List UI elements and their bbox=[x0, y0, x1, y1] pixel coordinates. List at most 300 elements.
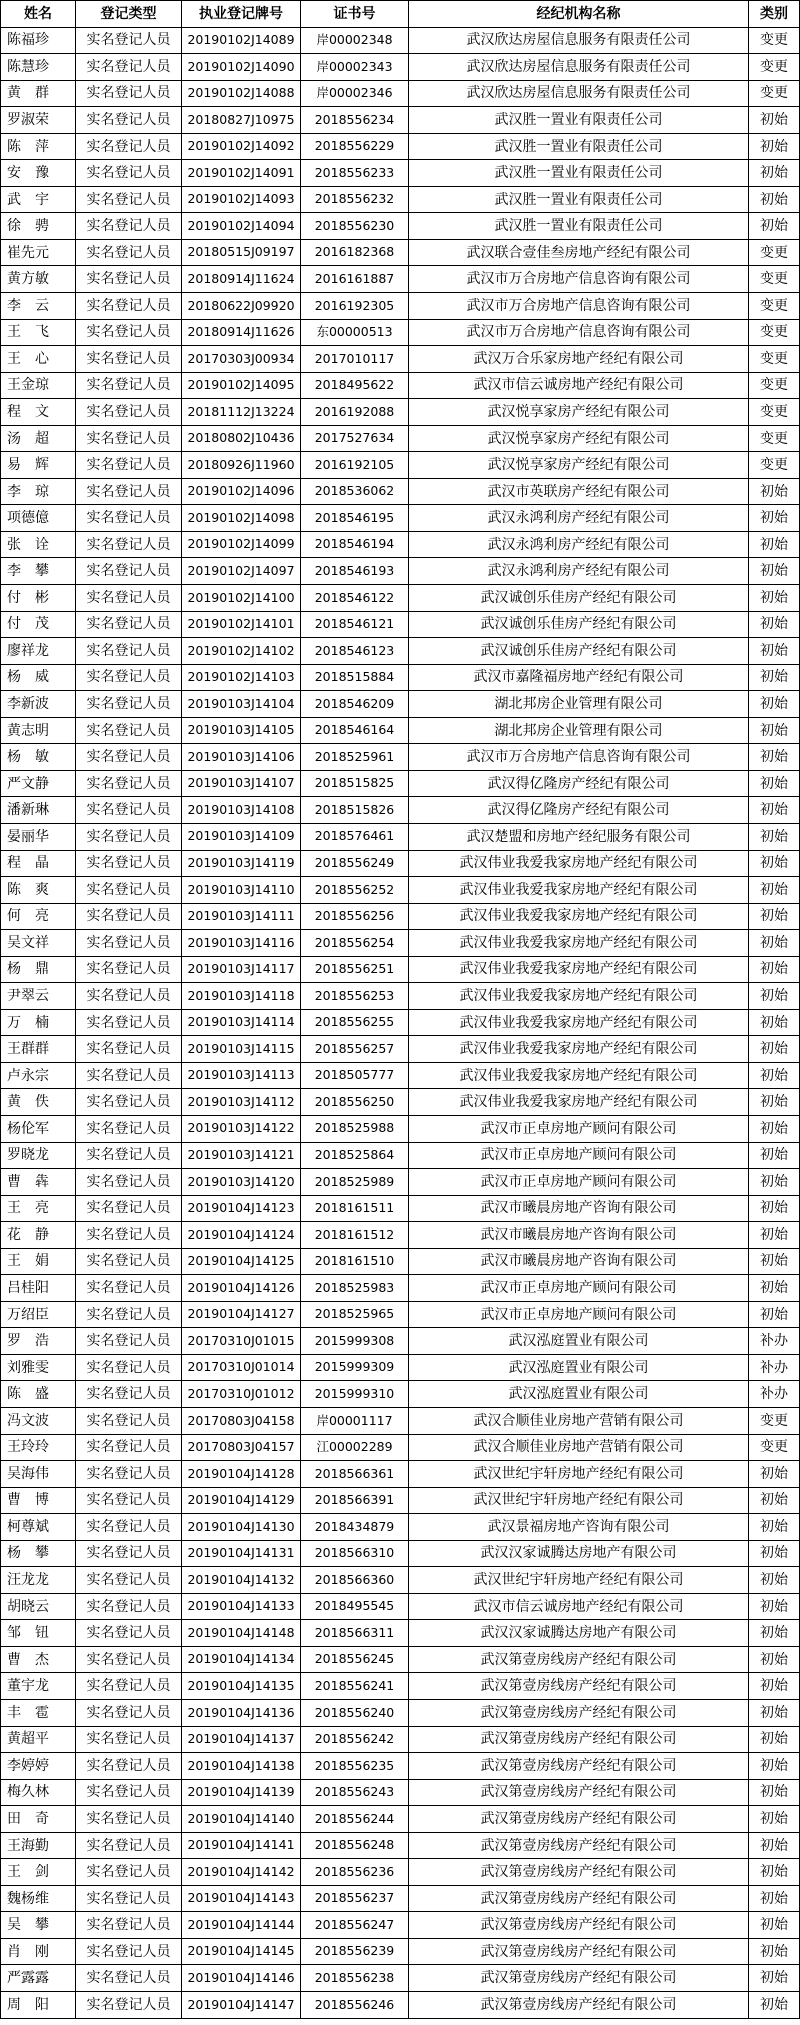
registration-type-cell: 实名登记人员 bbox=[76, 399, 182, 426]
registration-type-cell: 实名登记人员 bbox=[76, 717, 182, 744]
agency-name-cell: 武汉第壹房线房产经纪有限公司 bbox=[409, 1700, 749, 1727]
registration-type-cell: 实名登记人员 bbox=[76, 1753, 182, 1780]
license-number-cell: 20190103J14116 bbox=[182, 930, 301, 957]
license-number-cell: 20190102J14090 bbox=[182, 54, 301, 81]
certificate-number-cell: 东00000513 bbox=[301, 319, 409, 346]
agency-name-cell: 武汉市万合房地产信息咨询有限公司 bbox=[409, 266, 749, 293]
name-cell: 杨 敏 bbox=[1, 744, 76, 771]
registration-type-cell: 实名登记人员 bbox=[76, 319, 182, 346]
category-cell: 初始 bbox=[749, 1700, 800, 1727]
license-number-cell: 20190103J14118 bbox=[182, 983, 301, 1010]
table-row bbox=[1, 1275, 800, 1302]
category-cell: 变更 bbox=[749, 372, 800, 399]
table-row bbox=[1, 399, 800, 426]
table-row bbox=[1, 1354, 800, 1381]
category-cell: 变更 bbox=[749, 54, 800, 81]
table-row bbox=[1, 1009, 800, 1036]
license-number-cell: 20190103J14109 bbox=[182, 823, 301, 850]
agency-name-cell: 武汉伟业我爱我家房地产经纪有限公司 bbox=[409, 956, 749, 983]
certificate-number-cell: 2018556252 bbox=[301, 877, 409, 904]
table-row bbox=[1, 1806, 800, 1833]
agency-name-cell: 武汉胜一置业有限责任公司 bbox=[409, 107, 749, 134]
category-cell: 初始 bbox=[749, 1620, 800, 1647]
name-cell: 程 文 bbox=[1, 399, 76, 426]
certificate-number-cell: 2018525988 bbox=[301, 1115, 409, 1142]
license-number-cell: 20190104J14145 bbox=[182, 1938, 301, 1965]
agency-name-cell: 武汉市正卓房地产顾问有限公司 bbox=[409, 1115, 749, 1142]
license-number-cell: 20170310J01014 bbox=[182, 1354, 301, 1381]
category-cell: 初始 bbox=[749, 1885, 800, 1912]
name-cell: 黄 群 bbox=[1, 80, 76, 107]
table-row bbox=[1, 1540, 800, 1567]
registration-type-cell: 实名登记人员 bbox=[76, 638, 182, 665]
license-number-cell: 20180515J09197 bbox=[182, 239, 301, 266]
agency-name-cell: 武汉世纪宇轩房地产经纪有限公司 bbox=[409, 1487, 749, 1514]
name-cell: 罗 浩 bbox=[1, 1328, 76, 1355]
table-row bbox=[1, 1912, 800, 1939]
agency-name-cell: 武汉合顺佳业房地产营销有限公司 bbox=[409, 1407, 749, 1434]
license-number-cell: 20190103J14107 bbox=[182, 770, 301, 797]
table-row bbox=[1, 1434, 800, 1461]
category-cell: 初始 bbox=[749, 107, 800, 134]
registration-type-cell: 实名登记人员 bbox=[76, 1434, 182, 1461]
table-row bbox=[1, 1381, 800, 1408]
agency-name-cell: 武汉伟业我爱我家房地产经纪有限公司 bbox=[409, 1089, 749, 1116]
registration-type-cell: 实名登记人员 bbox=[76, 1859, 182, 1886]
license-number-cell: 20190102J14088 bbox=[182, 80, 301, 107]
table-row bbox=[1, 1885, 800, 1912]
category-cell: 初始 bbox=[749, 1726, 800, 1753]
agency-name-cell: 武汉第壹房线房产经纪有限公司 bbox=[409, 1673, 749, 1700]
license-number-cell: 20190103J14112 bbox=[182, 1089, 301, 1116]
name-cell: 陈慧珍 bbox=[1, 54, 76, 81]
license-number-cell: 20190104J14137 bbox=[182, 1726, 301, 1753]
agency-name-cell: 武汉市信云诚房地产经纪有限公司 bbox=[409, 1593, 749, 1620]
agency-name-cell: 武汉第壹房线房产经纪有限公司 bbox=[409, 1779, 749, 1806]
agency-name-cell: 武汉汉家诚腾达房地产有限公司 bbox=[409, 1540, 749, 1567]
name-cell: 田 奇 bbox=[1, 1806, 76, 1833]
license-number-cell: 20190104J14130 bbox=[182, 1514, 301, 1541]
table-row bbox=[1, 1700, 800, 1727]
table-row bbox=[1, 664, 800, 691]
license-number-cell: 20190104J14124 bbox=[182, 1222, 301, 1249]
certificate-number-cell: 2018556237 bbox=[301, 1885, 409, 1912]
name-cell: 王 剑 bbox=[1, 1859, 76, 1886]
table-row bbox=[1, 1062, 800, 1089]
name-cell: 付 彬 bbox=[1, 585, 76, 612]
agency-name-cell: 武汉泓庭置业有限公司 bbox=[409, 1381, 749, 1408]
category-cell: 初始 bbox=[749, 1859, 800, 1886]
license-number-cell: 20190104J14135 bbox=[182, 1673, 301, 1700]
license-number-cell: 20190103J14113 bbox=[182, 1062, 301, 1089]
table-row bbox=[1, 54, 800, 81]
certificate-number-cell: 2018505777 bbox=[301, 1062, 409, 1089]
certificate-number-cell: 2016192088 bbox=[301, 399, 409, 426]
certificate-number-cell: 2018546209 bbox=[301, 691, 409, 718]
license-number-cell: 20190103J14104 bbox=[182, 691, 301, 718]
registration-type-cell: 实名登记人员 bbox=[76, 133, 182, 160]
category-cell: 初始 bbox=[749, 1806, 800, 1833]
agency-name-cell: 武汉市正卓房地产顾问有限公司 bbox=[409, 1169, 749, 1196]
category-cell: 变更 bbox=[749, 239, 800, 266]
registration-type-cell: 实名登记人员 bbox=[76, 1301, 182, 1328]
agency-name-cell: 武汉诚创乐佳房产经纪有限公司 bbox=[409, 611, 749, 638]
table-row bbox=[1, 1089, 800, 1116]
certificate-number-cell: 2018556235 bbox=[301, 1753, 409, 1780]
category-cell: 初始 bbox=[749, 1567, 800, 1594]
certificate-number-cell: 2018434879 bbox=[301, 1514, 409, 1541]
category-cell: 初始 bbox=[749, 1115, 800, 1142]
category-cell: 初始 bbox=[749, 1646, 800, 1673]
table-row bbox=[1, 1328, 800, 1355]
license-number-cell: 20181112J13224 bbox=[182, 399, 301, 426]
license-number-cell: 20190104J14126 bbox=[182, 1275, 301, 1302]
certificate-number-cell: 2018556229 bbox=[301, 133, 409, 160]
certificate-number-cell: 2018161511 bbox=[301, 1195, 409, 1222]
certificate-number-cell: 2018556250 bbox=[301, 1089, 409, 1116]
license-number-cell: 20190102J14097 bbox=[182, 558, 301, 585]
category-cell: 初始 bbox=[749, 213, 800, 240]
certificate-number-cell: 2018556230 bbox=[301, 213, 409, 240]
category-cell: 初始 bbox=[749, 585, 800, 612]
category-cell: 初始 bbox=[749, 1965, 800, 1992]
agency-name-cell: 武汉永鸿利房产经纪有限公司 bbox=[409, 505, 749, 532]
name-cell: 王玲玲 bbox=[1, 1434, 76, 1461]
registration-type-cell: 实名登记人员 bbox=[76, 664, 182, 691]
certificate-number-cell: 2018495622 bbox=[301, 372, 409, 399]
name-cell: 晏丽华 bbox=[1, 823, 76, 850]
license-number-cell: 20190103J14117 bbox=[182, 956, 301, 983]
table-row bbox=[1, 531, 800, 558]
license-number-cell: 20190102J14100 bbox=[182, 585, 301, 612]
table-row bbox=[1, 1620, 800, 1647]
header-row bbox=[1, 1, 800, 28]
table-row bbox=[1, 1726, 800, 1753]
table-row bbox=[1, 930, 800, 957]
registration-type-cell: 实名登记人员 bbox=[76, 1354, 182, 1381]
category-cell: 初始 bbox=[749, 531, 800, 558]
name-cell: 李 云 bbox=[1, 293, 76, 320]
table-row bbox=[1, 1036, 800, 1063]
license-number-cell: 20190102J14091 bbox=[182, 160, 301, 187]
certificate-number-cell: 2018556251 bbox=[301, 956, 409, 983]
category-cell: 初始 bbox=[749, 1514, 800, 1541]
agency-name-cell: 武汉得亿隆房产经纪有限公司 bbox=[409, 770, 749, 797]
registration-type-cell: 实名登记人员 bbox=[76, 1700, 182, 1727]
name-cell: 罗晓龙 bbox=[1, 1142, 76, 1169]
registration-type-cell: 实名登记人员 bbox=[76, 823, 182, 850]
table-row bbox=[1, 1753, 800, 1780]
certificate-number-cell: 2018525989 bbox=[301, 1169, 409, 1196]
table-row bbox=[1, 1222, 800, 1249]
certificate-number-cell: 2015999310 bbox=[301, 1381, 409, 1408]
certificate-number-cell: 岸00002343 bbox=[301, 54, 409, 81]
agency-name-cell: 武汉市正卓房地产顾问有限公司 bbox=[409, 1301, 749, 1328]
name-cell: 王群群 bbox=[1, 1036, 76, 1063]
table-row bbox=[1, 717, 800, 744]
agency-name-cell: 武汉市英联房产经纪有限公司 bbox=[409, 478, 749, 505]
category-cell: 初始 bbox=[749, 744, 800, 771]
table-row bbox=[1, 80, 800, 107]
registration-type-cell: 实名登记人员 bbox=[76, 425, 182, 452]
license-number-cell: 20190104J14146 bbox=[182, 1965, 301, 1992]
category-cell: 初始 bbox=[749, 850, 800, 877]
certificate-number-cell: 2018161510 bbox=[301, 1248, 409, 1275]
certificate-number-cell: 2016192305 bbox=[301, 293, 409, 320]
agency-name-cell: 武汉永鸿利房产经纪有限公司 bbox=[409, 558, 749, 585]
name-cell: 何 亮 bbox=[1, 903, 76, 930]
license-number-cell: 20190102J14092 bbox=[182, 133, 301, 160]
registration-type-cell: 实名登记人员 bbox=[76, 1806, 182, 1833]
table-row bbox=[1, 903, 800, 930]
table-row bbox=[1, 1514, 800, 1541]
category-cell: 初始 bbox=[749, 1142, 800, 1169]
category-cell: 变更 bbox=[749, 319, 800, 346]
table-row bbox=[1, 27, 800, 54]
category-cell: 初始 bbox=[749, 1222, 800, 1249]
agency-name-cell: 武汉悦享家房产经纪有限公司 bbox=[409, 399, 749, 426]
license-number-cell: 20190103J14111 bbox=[182, 903, 301, 930]
certificate-number-cell: 2018161512 bbox=[301, 1222, 409, 1249]
table-row bbox=[1, 850, 800, 877]
certificate-number-cell: 2018566391 bbox=[301, 1487, 409, 1514]
name-cell: 李新波 bbox=[1, 691, 76, 718]
registration-type-cell: 实名登记人员 bbox=[76, 1036, 182, 1063]
agency-name-cell: 武汉市曦晨房地产咨询有限公司 bbox=[409, 1248, 749, 1275]
certificate-number-cell: 2017527634 bbox=[301, 425, 409, 452]
license-number-cell: 20190104J14125 bbox=[182, 1248, 301, 1275]
header-license-number: 执业登记牌号 bbox=[182, 1, 301, 28]
agency-name-cell: 武汉伟业我爱我家房地产经纪有限公司 bbox=[409, 1062, 749, 1089]
category-cell: 初始 bbox=[749, 133, 800, 160]
header-name: 姓名 bbox=[1, 1, 76, 28]
certificate-number-cell: 2018556255 bbox=[301, 1009, 409, 1036]
agency-name-cell: 武汉欣达房屋信息服务有限责任公司 bbox=[409, 54, 749, 81]
table-row bbox=[1, 293, 800, 320]
category-cell: 变更 bbox=[749, 346, 800, 373]
registration-type-cell: 实名登记人员 bbox=[76, 478, 182, 505]
table-row bbox=[1, 1142, 800, 1169]
registration-type-cell: 实名登记人员 bbox=[76, 531, 182, 558]
name-cell: 廖祥龙 bbox=[1, 638, 76, 665]
license-number-cell: 20190102J14095 bbox=[182, 372, 301, 399]
registration-type-cell: 实名登记人员 bbox=[76, 558, 182, 585]
table-row bbox=[1, 239, 800, 266]
category-cell: 变更 bbox=[749, 80, 800, 107]
table-row bbox=[1, 956, 800, 983]
category-cell: 初始 bbox=[749, 903, 800, 930]
agency-name-cell: 武汉第壹房线房产经纪有限公司 bbox=[409, 1912, 749, 1939]
certificate-number-cell: 岸00002346 bbox=[301, 80, 409, 107]
name-cell: 潘新琳 bbox=[1, 797, 76, 824]
table-row bbox=[1, 372, 800, 399]
license-number-cell: 20190103J14119 bbox=[182, 850, 301, 877]
registration-type-cell: 实名登记人员 bbox=[76, 107, 182, 134]
certificate-number-cell: 2018556244 bbox=[301, 1806, 409, 1833]
agency-name-cell: 武汉景福房地产咨询有限公司 bbox=[409, 1514, 749, 1541]
license-number-cell: 20190104J14129 bbox=[182, 1487, 301, 1514]
certificate-number-cell: 2018566311 bbox=[301, 1620, 409, 1647]
name-cell: 黄方敏 bbox=[1, 266, 76, 293]
table-row bbox=[1, 107, 800, 134]
table-row bbox=[1, 638, 800, 665]
name-cell: 黄超平 bbox=[1, 1726, 76, 1753]
table-row bbox=[1, 1248, 800, 1275]
category-cell: 初始 bbox=[749, 1832, 800, 1859]
category-cell: 初始 bbox=[749, 638, 800, 665]
name-cell: 董宇龙 bbox=[1, 1673, 76, 1700]
license-number-cell: 20190102J14093 bbox=[182, 186, 301, 213]
category-cell: 补办 bbox=[749, 1328, 800, 1355]
certificate-number-cell: 2018556256 bbox=[301, 903, 409, 930]
registration-type-cell: 实名登记人员 bbox=[76, 160, 182, 187]
category-cell: 初始 bbox=[749, 1036, 800, 1063]
registration-type-cell: 实名登记人员 bbox=[76, 1779, 182, 1806]
agency-name-cell: 武汉万合乐家房地产经纪有限公司 bbox=[409, 346, 749, 373]
category-cell: 初始 bbox=[749, 930, 800, 957]
name-cell: 陈福珍 bbox=[1, 27, 76, 54]
certificate-number-cell: 2018566360 bbox=[301, 1567, 409, 1594]
certificate-number-cell: 2018556240 bbox=[301, 1700, 409, 1727]
license-number-cell: 20180914J11626 bbox=[182, 319, 301, 346]
table-row bbox=[1, 425, 800, 452]
name-cell: 魏杨维 bbox=[1, 1885, 76, 1912]
agency-name-cell: 湖北邦房企业管理有限公司 bbox=[409, 717, 749, 744]
certificate-number-cell: 2018546195 bbox=[301, 505, 409, 532]
license-number-cell: 20190103J14115 bbox=[182, 1036, 301, 1063]
category-cell: 初始 bbox=[749, 160, 800, 187]
table-row bbox=[1, 1301, 800, 1328]
table-row bbox=[1, 1673, 800, 1700]
license-number-cell: 20190103J14114 bbox=[182, 1009, 301, 1036]
registration-type-cell: 实名登记人员 bbox=[76, 452, 182, 479]
certificate-number-cell: 岸00002348 bbox=[301, 27, 409, 54]
registration-type-cell: 实名登记人员 bbox=[76, 80, 182, 107]
table-row bbox=[1, 346, 800, 373]
name-cell: 杨 攀 bbox=[1, 1540, 76, 1567]
name-cell: 李 琼 bbox=[1, 478, 76, 505]
license-number-cell: 20170310J01012 bbox=[182, 1381, 301, 1408]
registration-type-cell: 实名登记人员 bbox=[76, 1620, 182, 1647]
table-row bbox=[1, 478, 800, 505]
certificate-number-cell: 2018556254 bbox=[301, 930, 409, 957]
name-cell: 吴海伟 bbox=[1, 1461, 76, 1488]
name-cell: 李 攀 bbox=[1, 558, 76, 585]
registration-type-cell: 实名登记人员 bbox=[76, 1195, 182, 1222]
name-cell: 陈 爽 bbox=[1, 877, 76, 904]
name-cell: 冯文波 bbox=[1, 1407, 76, 1434]
table-row bbox=[1, 213, 800, 240]
category-cell: 变更 bbox=[749, 452, 800, 479]
name-cell: 杨 鼎 bbox=[1, 956, 76, 983]
category-cell: 初始 bbox=[749, 664, 800, 691]
agency-name-cell: 武汉胜一置业有限责任公司 bbox=[409, 133, 749, 160]
table-row bbox=[1, 319, 800, 346]
table-row bbox=[1, 1779, 800, 1806]
name-cell: 卢永宗 bbox=[1, 1062, 76, 1089]
certificate-number-cell: 2018556239 bbox=[301, 1938, 409, 1965]
license-number-cell: 20190104J14141 bbox=[182, 1832, 301, 1859]
table-row bbox=[1, 1859, 800, 1886]
category-cell: 初始 bbox=[749, 1912, 800, 1939]
header-category: 类别 bbox=[749, 1, 800, 28]
registration-type-cell: 实名登记人员 bbox=[76, 1222, 182, 1249]
registration-type-cell: 实名登记人员 bbox=[76, 186, 182, 213]
table-row bbox=[1, 611, 800, 638]
agency-name-cell: 武汉泓庭置业有限公司 bbox=[409, 1328, 749, 1355]
registration-type-cell: 实名登记人员 bbox=[76, 293, 182, 320]
table-row bbox=[1, 1487, 800, 1514]
category-cell: 初始 bbox=[749, 1301, 800, 1328]
name-cell: 肖 刚 bbox=[1, 1938, 76, 1965]
certificate-number-cell: 2018546164 bbox=[301, 717, 409, 744]
category-cell: 变更 bbox=[749, 425, 800, 452]
name-cell: 王海勤 bbox=[1, 1832, 76, 1859]
registration-type-cell: 实名登记人员 bbox=[76, 1328, 182, 1355]
certificate-number-cell: 2016182368 bbox=[301, 239, 409, 266]
agency-name-cell: 武汉悦享家房产经纪有限公司 bbox=[409, 425, 749, 452]
name-cell: 付 茂 bbox=[1, 611, 76, 638]
agency-name-cell: 武汉市万合房地产信息咨询有限公司 bbox=[409, 293, 749, 320]
category-cell: 初始 bbox=[749, 1673, 800, 1700]
agency-name-cell: 武汉伟业我爱我家房地产经纪有限公司 bbox=[409, 850, 749, 877]
certificate-number-cell: 2018525983 bbox=[301, 1275, 409, 1302]
category-cell: 初始 bbox=[749, 691, 800, 718]
agency-name-cell: 武汉胜一置业有限责任公司 bbox=[409, 160, 749, 187]
license-number-cell: 20190104J14142 bbox=[182, 1859, 301, 1886]
agency-name-cell: 武汉第壹房线房产经纪有限公司 bbox=[409, 1965, 749, 1992]
license-number-cell: 20190102J14089 bbox=[182, 27, 301, 54]
agency-name-cell: 武汉胜一置业有限责任公司 bbox=[409, 186, 749, 213]
agency-name-cell: 武汉市曦晨房地产咨询有限公司 bbox=[409, 1195, 749, 1222]
certificate-number-cell: 江00002289 bbox=[301, 1434, 409, 1461]
table-row bbox=[1, 505, 800, 532]
registration-type-cell: 实名登记人员 bbox=[76, 1938, 182, 1965]
certificate-number-cell: 2018525864 bbox=[301, 1142, 409, 1169]
certificate-number-cell: 2018566310 bbox=[301, 1540, 409, 1567]
certificate-number-cell: 2018556243 bbox=[301, 1779, 409, 1806]
agency-name-cell: 武汉伟业我爱我家房地产经纪有限公司 bbox=[409, 983, 749, 1010]
category-cell: 初始 bbox=[749, 505, 800, 532]
certificate-number-cell: 2016192105 bbox=[301, 452, 409, 479]
category-cell: 初始 bbox=[749, 797, 800, 824]
registration-type-cell: 实名登记人员 bbox=[76, 1726, 182, 1753]
license-number-cell: 20190102J14101 bbox=[182, 611, 301, 638]
agency-name-cell: 武汉联合壹佳叁房地产经纪有限公司 bbox=[409, 239, 749, 266]
certificate-number-cell: 2018556236 bbox=[301, 1859, 409, 1886]
table-row bbox=[1, 1965, 800, 1992]
license-number-cell: 20170803J04157 bbox=[182, 1434, 301, 1461]
agency-name-cell: 武汉第壹房线房产经纪有限公司 bbox=[409, 1806, 749, 1833]
table-row bbox=[1, 1169, 800, 1196]
registration-type-cell: 实名登记人员 bbox=[76, 956, 182, 983]
name-cell: 花 静 bbox=[1, 1222, 76, 1249]
agency-name-cell: 武汉第壹房线房产经纪有限公司 bbox=[409, 1753, 749, 1780]
name-cell: 程 晶 bbox=[1, 850, 76, 877]
category-cell: 变更 bbox=[749, 266, 800, 293]
table-row bbox=[1, 744, 800, 771]
license-number-cell: 20170803J04158 bbox=[182, 1407, 301, 1434]
category-cell: 初始 bbox=[749, 611, 800, 638]
certificate-number-cell: 2018556253 bbox=[301, 983, 409, 1010]
license-number-cell: 20190104J14140 bbox=[182, 1806, 301, 1833]
table-row bbox=[1, 266, 800, 293]
license-number-cell: 20190102J14098 bbox=[182, 505, 301, 532]
table-row bbox=[1, 1646, 800, 1673]
certificate-number-cell: 2015999309 bbox=[301, 1354, 409, 1381]
certificate-number-cell: 2018556248 bbox=[301, 1832, 409, 1859]
name-cell: 吴文祥 bbox=[1, 930, 76, 957]
